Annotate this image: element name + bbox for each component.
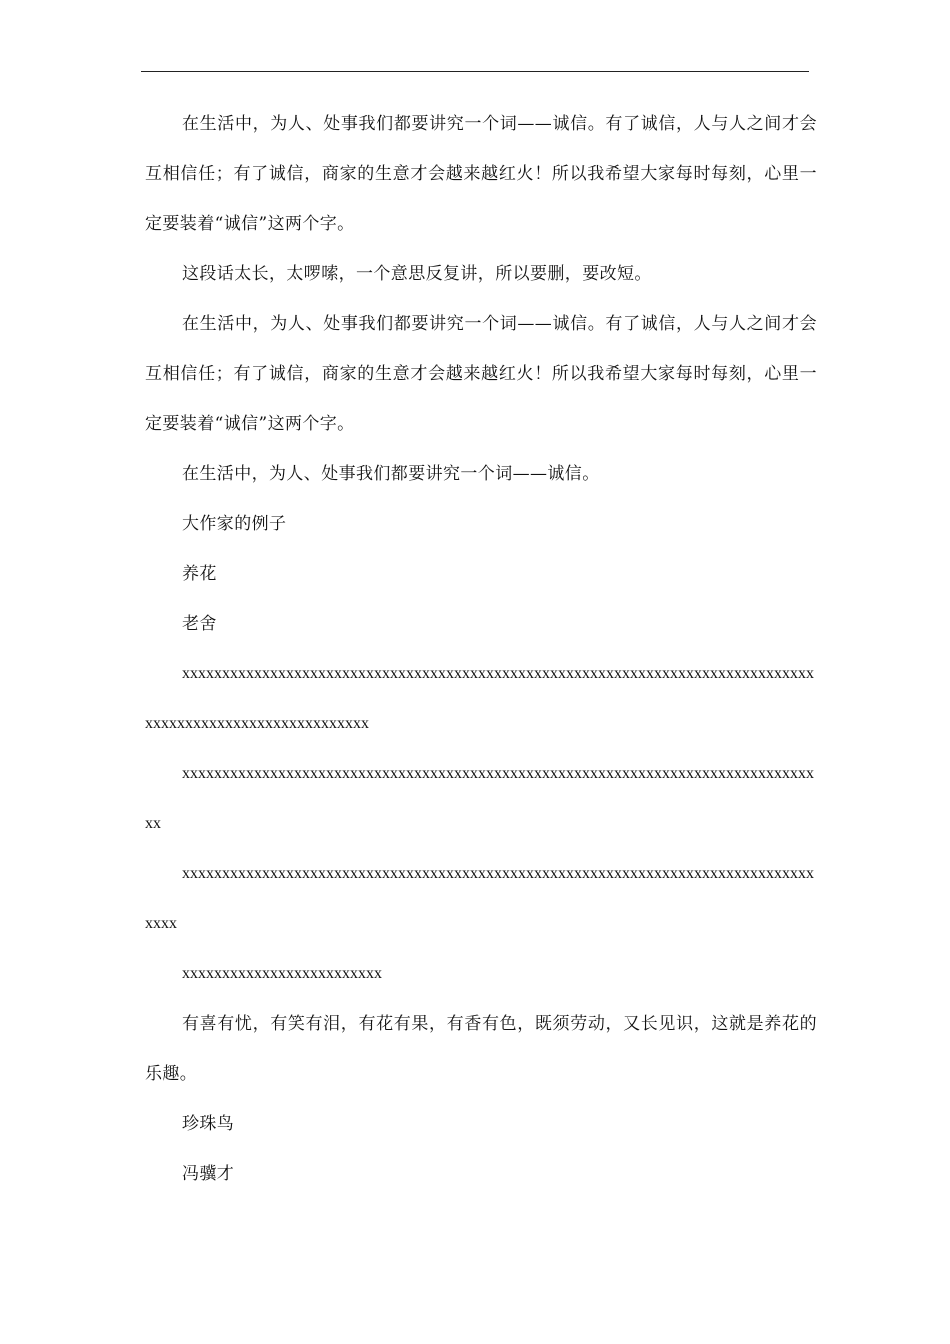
placeholder-paragraph: xxxxxxxxxxxxxxxxxxxxxxxxx bbox=[182, 965, 382, 982]
placeholder-paragraph: xxxxxxxxxxxxxxxxxxxxxxxxxxxxxxxxxxxxxxxxxxxxxxxxxxxxxxxxxxxxxxxxxxxxxxxxxxxxxxxxxxx bbox=[145, 865, 814, 932]
placeholder-paragraph: xxxxxxxxxxxxxxxxxxxxxxxxxxxxxxxxxxxxxxxxxxxxxxxxxxxxxxxxxxxxxxxxxxxxxxxxxxxxxxxxx bbox=[145, 765, 814, 832]
paragraph-conclusion: 有喜有忧，有笑有泪，有花有果，有香有色，既须劳动，又长见识，这就是养花的乐趣。 bbox=[145, 1014, 817, 1084]
essay-title: 珍珠鸟 bbox=[182, 1114, 235, 1134]
paragraph-intro-long: 在生活中，为人、处事我们都要讲究一个词——诚信。有了诚信，人与人之间才会互相信任；有了诚信，商家的生意才会越来越红火！所以我希望大家每时每刻，心里一定要装着“诚信”这两个字。 bbox=[145, 114, 817, 234]
paragraph-comment: 这段话太长，太啰嗦，一个意思反复讲，所以要删，要改短。 bbox=[182, 264, 652, 284]
section-heading: 大作家的例子 bbox=[182, 514, 287, 534]
placeholder-paragraph: xxxxxxxxxxxxxxxxxxxxxxxxxxxxxxxxxxxxxxxxxxxxxxxxxxxxxxxxxxxxxxxxxxxxxxxxxxxxxxxxxxxxxxxxxxxxxxxxxxxxxxxxxxx bbox=[145, 665, 814, 732]
header-rule bbox=[141, 71, 809, 72]
essay-title: 养花 bbox=[182, 564, 217, 584]
paragraph-intro-short: 在生活中，为人、处事我们都要讲究一个词——诚信。 bbox=[182, 464, 600, 484]
paragraph-intro-repeat: 在生活中，为人、处事我们都要讲究一个词——诚信。有了诚信，人与人之间才会互相信任；有了诚信，商家的生意才会越来越红火！所以我希望大家每时每刻，心里一定要装着“诚信”这两个字。 bbox=[145, 314, 817, 434]
essay-author: 冯骥才 bbox=[182, 1164, 235, 1184]
document-body bbox=[145, 99, 817, 1199]
essay-author: 老舍 bbox=[182, 614, 217, 634]
